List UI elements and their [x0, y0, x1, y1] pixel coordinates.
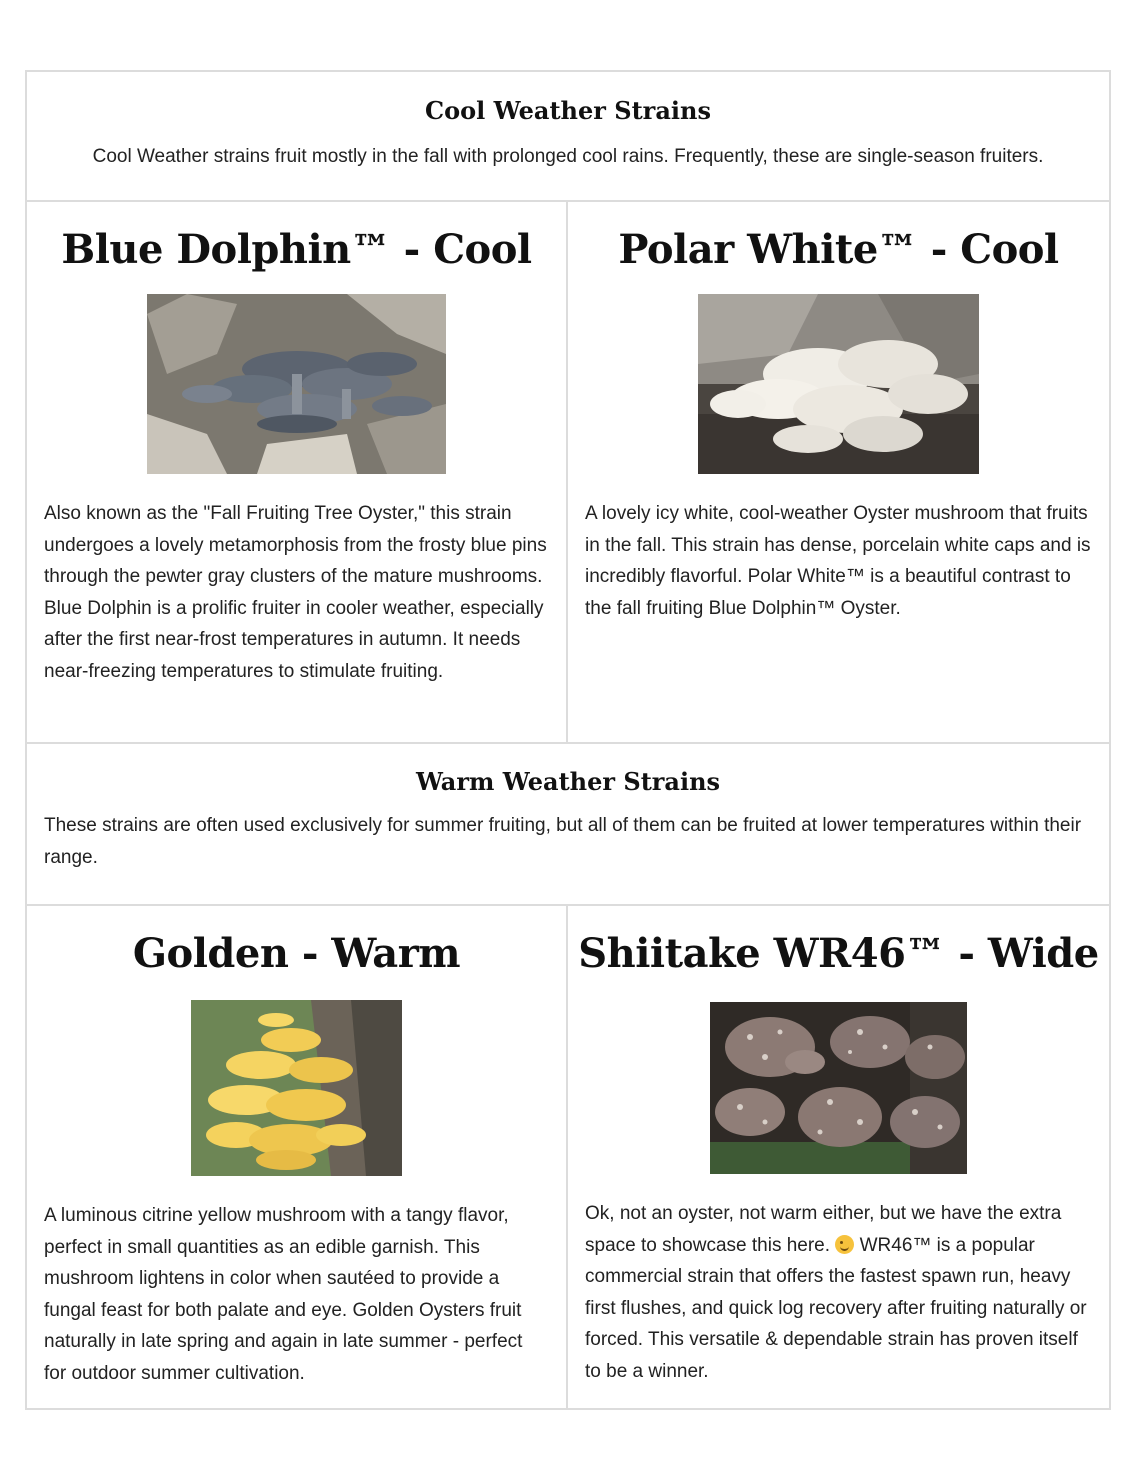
strain-card-blue-dolphin: [27, 202, 568, 742]
strain-card-shiitake: [568, 906, 1109, 1408]
warm-strains-row: [27, 906, 1109, 1408]
strain-description: A lovely icy white, cool-weather Oyster mushroom that fruits in the fall. This strain has dense, porcelain white caps and is incredibly flavorful. Polar White™ is a beautiful contrast to the fall fruiting Blue Dolphin™ Oyster.: [585, 503, 1091, 619]
cool-section-description: Cool Weather strains fruit mostly in the fall with prolonged cool rains. Frequently, these are single-season fruiters.: [92, 146, 1044, 167]
strain-description: [568, 1198, 1109, 1387]
white-oyster-mushroom-photo: [698, 294, 979, 474]
description-part-1: Ok, not an oyster, not warm either, but we have the extra space to showcase this here.: [585, 1203, 1062, 1256]
cool-strains-row: [27, 202, 1109, 744]
strain-table: [25, 70, 1111, 1410]
strain-title: Polar White™ - Cool: [618, 226, 1059, 273]
strain-card-golden: [27, 906, 568, 1408]
strain-description: A luminous citrine yellow mushroom with a tangy flavor, perfect in small quantities as an edible garnish. This mushroom lightens in color when sautéed to provide a fungal feast for both palate and eye. Golden Oysters fruit naturally in late spring and again in late summer - perfect for outdoor summer cultivation.: [44, 1205, 523, 1384]
golden-oyster-mushroom-photo: [191, 1000, 402, 1176]
warm-section-header: [27, 744, 1109, 906]
warm-section-description: These strains are often used exclusively for summer fruiting, but all of them can be fruited at lower temperatures within their range.: [44, 815, 1082, 868]
cool-section-header: [27, 72, 1109, 202]
description-part-2: WR46™ is a popular commercial strain that offers the fastest spawn run, heavy first flushes, and quick log recovery after fruiting naturally or forced. This versatile & dependable strain has proven itself to be a winner.: [585, 1234, 1087, 1382]
strain-title: Golden - Warm: [132, 930, 461, 977]
strain-description: Also known as the "Fall Fruiting Tree Oyster," this strain undergoes a lovely metamorphosis from the frosty blue pins through the pewter gray clusters of the mature mushrooms. Blue Dolphin is a prolific fruiter in cooler weather, especially after the first near-frost temperatures in autumn. It needs near-freezing temperatures to stimulate fruiting.: [44, 503, 547, 682]
blue-oyster-mushroom-photo: [147, 294, 446, 474]
winking-face-icon: [835, 1235, 854, 1254]
cool-section-title: Cool Weather Strains: [425, 96, 711, 125]
warm-section-title: Warm Weather Strains: [415, 767, 721, 796]
strain-title: Blue Dolphin™ - Cool: [61, 226, 532, 273]
shiitake-mushroom-photo: [710, 1002, 967, 1174]
strain-card-polar-white: [568, 202, 1109, 742]
strain-title: Shiitake WR46™ - Wide: [578, 930, 1099, 977]
